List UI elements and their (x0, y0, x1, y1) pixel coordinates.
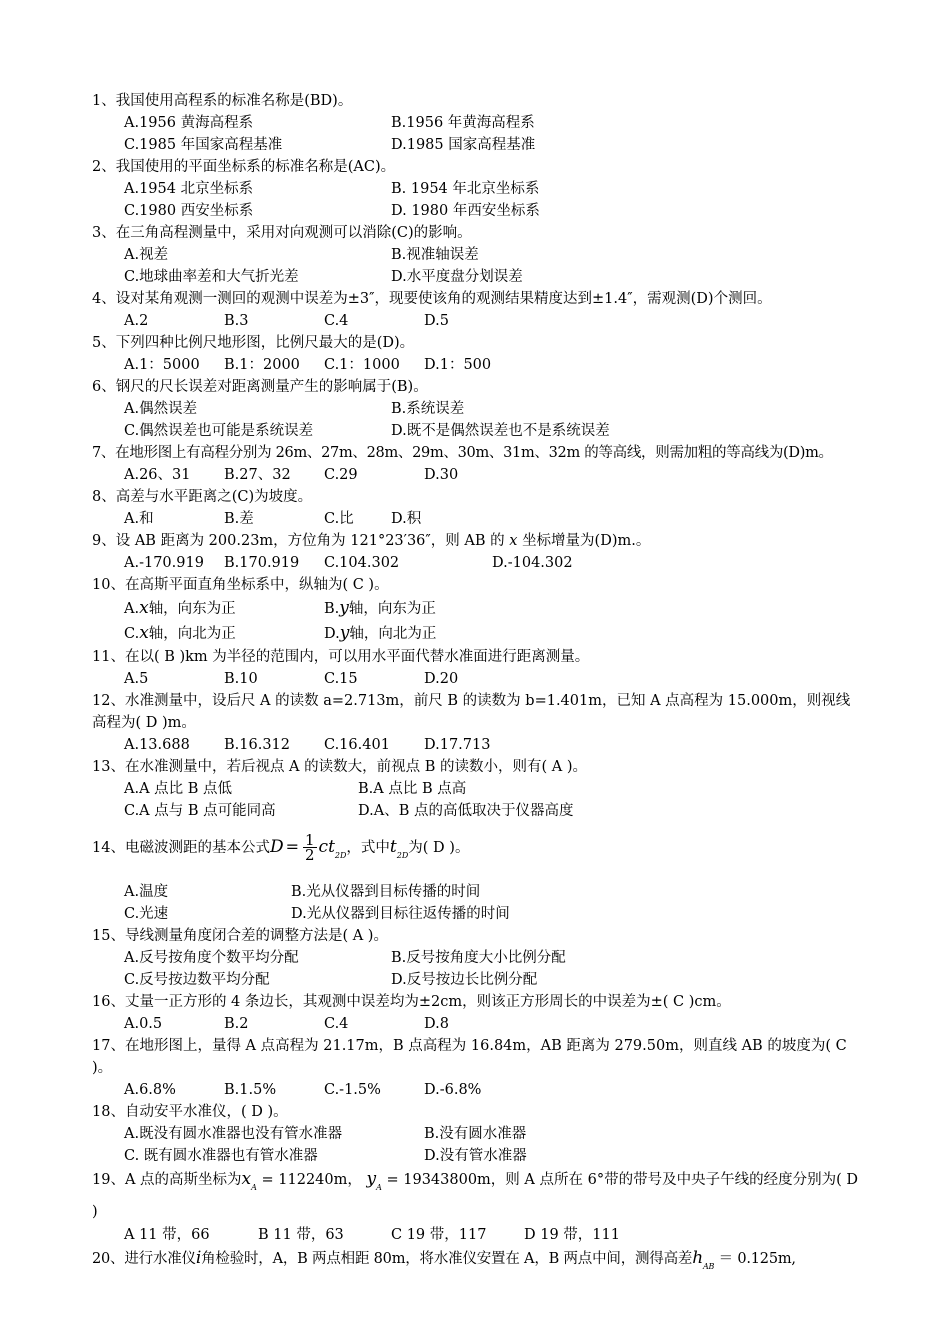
option-b: B.差 (224, 511, 254, 527)
option-d: D.5 (424, 313, 449, 329)
question-text (92, 530, 862, 552)
options (92, 354, 862, 376)
question-text-b: 坐标增量为(D)m.。 (522, 533, 651, 549)
question-text: 7、在地形图上有高程分别为 26m、27m、28m、29m、30m、31m、32m 的等高线，则需加粗的等高线为(D)m。 (92, 445, 833, 461)
options (92, 734, 862, 756)
option-a: A.1：5000 (124, 357, 200, 373)
option-d: D.水平度盘分划误差 (391, 269, 523, 285)
option-c: C.16.401 (324, 737, 390, 753)
options (92, 1123, 862, 1145)
options (92, 668, 862, 690)
option-d: D.光从仪器到目标往返传播的时间 (291, 906, 510, 922)
question-text (92, 828, 862, 875)
question-2 (92, 156, 862, 222)
question-text (92, 1167, 862, 1224)
option-d: D.20 (424, 671, 459, 687)
option-a: A.26、31 (124, 467, 191, 483)
option-b: B.视准轴误差 (391, 247, 479, 263)
question-17 (92, 1035, 862, 1101)
question-11 (92, 646, 862, 690)
subscript: A (376, 1183, 382, 1192)
question-7 (92, 442, 862, 486)
question-1 (92, 90, 862, 156)
var-i: i (195, 1248, 202, 1268)
option-d: D 19 带，111 (524, 1227, 620, 1243)
question-10 (92, 574, 862, 646)
options (92, 903, 862, 925)
question-text: 16、丈量一正方形的 4 条边长，其观测中误差均为±2cm，则该正方形周长的中误差为±( C )cm。 (92, 994, 731, 1010)
option-a: A.0.5 (124, 1016, 163, 1032)
option-d: D.既不是偶然误差也不是系统误差 (391, 423, 610, 439)
option-b: B.3 (224, 313, 249, 329)
options (92, 464, 862, 486)
options (92, 508, 862, 530)
x-value: = 112240m， (261, 1172, 362, 1188)
question-list (92, 90, 862, 1279)
option-d: D.反号按边长比例分配 (391, 972, 538, 988)
question-16 (92, 991, 862, 1035)
option-c: C.-1.5% (324, 1082, 381, 1098)
option-d: D.17.713 (424, 737, 491, 753)
question-12 (92, 690, 862, 756)
option-a: A.6.8% (124, 1082, 176, 1098)
option-a: A 11 带，66 (124, 1227, 210, 1243)
option-b: B.没有圆水准器 (424, 1126, 527, 1142)
question-15 (92, 925, 862, 991)
options (92, 1013, 862, 1035)
option-c: C 19 带，117 (391, 1227, 487, 1243)
question-text (92, 1246, 862, 1279)
question-14 (92, 828, 862, 925)
subscript: AB (702, 1262, 715, 1271)
option-a: A.温度 (124, 884, 169, 900)
question-text: 10、在高斯平面直角坐标系中，纵轴为( C )。 (92, 577, 389, 593)
option-a: A.13.688 (124, 737, 190, 753)
options (92, 881, 862, 903)
options (92, 778, 862, 800)
options (92, 1224, 862, 1246)
question-text: 17、在地形图上，量得 A 点高程为 21.17m，B 点高程为 16.84m，AB 距离为 279.50m，则直线 AB 的坡度为( C )。 (92, 1038, 847, 1076)
question-text-a: 14、电磁波测距的基本公式 (92, 840, 270, 856)
option-a: A.1954 北京坐标系 (124, 181, 254, 197)
option-d: D.-6.8% (424, 1082, 482, 1098)
options (92, 310, 862, 332)
options (92, 621, 862, 646)
var-y: y (366, 1169, 377, 1189)
option-c: C.104.302 (324, 555, 400, 571)
options (92, 1145, 862, 1167)
option-a: A.x轴，向东为正 (124, 598, 236, 618)
option-c: C.反号按边数平均分配 (124, 972, 270, 988)
question-text-b: 角检验时，A，B 两点相距 80m，将水准仪安置在 A，B 两点中间，测得高差 (201, 1251, 693, 1267)
question-text: 12、水准测量中，设后尺 A 的读数 a=2.713m，前尺 B 的读数为 b=1.401m，已知 A 点高程为 15.000m，则视线高程为( D )m。 (92, 693, 851, 731)
question-6 (92, 376, 862, 442)
options (92, 800, 862, 822)
option-a: A.和 (124, 511, 154, 527)
option-d: D. 1980 年西安坐标系 (391, 203, 540, 219)
options (92, 1079, 862, 1101)
option-b: B.反号按角度大小比例分配 (391, 950, 566, 966)
options (92, 420, 862, 442)
question-13 (92, 756, 862, 822)
options (92, 398, 862, 420)
question-text-b: ，式中 (346, 840, 390, 856)
var-x: x (241, 1169, 252, 1189)
option-c: C.光速 (124, 906, 169, 922)
option-b: B.1956 年黄海高程系 (391, 115, 535, 131)
question-text: 4、设对某角观测一测回的观测中误差为±3″，现要使该角的观测结果精度达到±1.4″，需观测(D)个测回。 (92, 291, 772, 307)
question-18 (92, 1101, 862, 1167)
question-text: 2、我国使用的平面坐标系的标准名称是(AC)。 (92, 159, 396, 175)
option-d: D.y轴，向北为正 (324, 623, 437, 643)
option-b: B 11 带，63 (258, 1227, 344, 1243)
option-c: C. 既有圆水准器也有管水准器 (124, 1148, 318, 1164)
option-a: A.A 点比 B 点低 (124, 781, 233, 797)
option-b: B.y轴，向东为正 (324, 598, 436, 618)
option-c: C.1：1000 (324, 357, 400, 373)
options (92, 969, 862, 991)
var-h: h (692, 1248, 703, 1268)
option-c: C.偶然误差也可能是系统误差 (124, 423, 314, 439)
question-text: 5、下列四种比例尺地形图，比例尺最大的是(D)。 (92, 335, 415, 351)
option-b: B.10 (224, 671, 258, 687)
option-b: B.1.5% (224, 1082, 277, 1098)
option-b: B.16.312 (224, 737, 291, 753)
option-c: C.4 (324, 1016, 349, 1032)
option-b: B.170.919 (224, 555, 300, 571)
option-c: C.1980 西安坐标系 (124, 203, 254, 219)
var-x: x (509, 533, 518, 549)
option-d: D.1：500 (424, 357, 492, 373)
question-text-c: 为( D )。 (408, 840, 470, 856)
option-d: D.积 (391, 511, 422, 527)
option-a: A.-170.919 (124, 555, 204, 571)
question-19 (92, 1167, 862, 1246)
question-9 (92, 530, 862, 574)
options (92, 244, 862, 266)
option-b: B.系统误差 (391, 401, 465, 417)
question-text-c: ＝ 0.125m, (718, 1251, 796, 1267)
option-a: A.既没有圆水准器也没有管水准器 (124, 1126, 343, 1142)
option-a: A.2 (124, 313, 149, 329)
question-text: 15、导线测量角度闭合差的调整方法是( A )。 (92, 928, 388, 944)
option-d: D.1985 国家高程基准 (391, 137, 536, 153)
question-4 (92, 288, 862, 332)
question-text: 8、高差与水平距离之(C)为坡度。 (92, 489, 313, 505)
option-b: B. 1954 年北京坐标系 (391, 181, 540, 197)
option-c: C.15 (324, 671, 358, 687)
options (92, 178, 862, 200)
question-text: 18、自动安平水准仪，( D )。 (92, 1104, 288, 1120)
option-d: D.-104.302 (492, 555, 573, 571)
subscript: 2D (396, 851, 409, 860)
question-8 (92, 486, 862, 530)
options (92, 134, 862, 156)
question-text: 3、在三角高程测量中，采用对向观测可以消除(C)的影响。 (92, 225, 472, 241)
question-text: 6、钢尺的尺长误差对距离测量产生的影响属于(B)。 (92, 379, 428, 395)
options (92, 947, 862, 969)
question-5 (92, 332, 862, 376)
option-a: A.视差 (124, 247, 169, 263)
option-c: C.比 (324, 511, 354, 527)
question-text-a: 9、设 AB 距离为 200.23m，方位角为 121°23′36″，则 AB 的 (92, 533, 505, 549)
option-c: C.4 (324, 313, 349, 329)
subscript: A (251, 1183, 257, 1192)
options (92, 112, 862, 134)
option-c: C.29 (324, 467, 358, 483)
option-d: D.没有管水准器 (424, 1148, 527, 1164)
fraction: $\frac{1}{2}$ (305, 831, 315, 864)
option-b: B.2 (224, 1016, 249, 1032)
question-text: 13、在水准测量中，若后视点 A 的读数大，前视点 B 的读数小，则有( A )。 (92, 759, 588, 775)
formula: D = $\frac{1}{2}$ $ct_{2D}$ (269, 831, 347, 864)
options (92, 200, 862, 222)
option-b: B.1：2000 (224, 357, 300, 373)
question-text-a: 19、A 点的高斯坐标为 (92, 1172, 242, 1188)
option-c: C.地球曲率差和大气折光差 (124, 269, 299, 285)
option-b: B.光从仪器到目标传播的时间 (291, 884, 481, 900)
option-a: A.5 (124, 671, 149, 687)
y-value: = 19343800m，则 A 点所在 6°带的带号及中央子午线的经度分别为( D ) (92, 1172, 858, 1220)
question-text: 1、我国使用高程系的标准名称是(BD)。 (92, 93, 353, 109)
options (92, 596, 862, 621)
option-c: C.1985 年国家高程基准 (124, 137, 283, 153)
options (92, 552, 862, 574)
option-a: A.1956 黄海高程系 (124, 115, 254, 131)
question-20 (92, 1246, 862, 1279)
option-d: D.8 (424, 1016, 449, 1032)
question-3 (92, 222, 862, 288)
option-a: A.偶然误差 (124, 401, 198, 417)
var-t: t (389, 837, 397, 857)
option-b: B.27、32 (224, 467, 291, 483)
question-text: 11、在以( B )km 为半径的范围内，可以用水平面代替水准面进行距离测量。 (92, 649, 590, 665)
option-c: C.A 点与 B 点可能同高 (124, 803, 276, 819)
option-a: A.反号按角度个数平均分配 (124, 950, 299, 966)
option-d: D.A、B 点的高低取决于仪器高度 (358, 803, 574, 819)
option-d: D.30 (424, 467, 459, 483)
options (92, 266, 862, 288)
option-b: B.A 点比 B 点高 (358, 781, 467, 797)
question-text-a: 20、进行水准仪 (92, 1251, 196, 1267)
option-c: C.x轴，向北为正 (124, 623, 236, 643)
